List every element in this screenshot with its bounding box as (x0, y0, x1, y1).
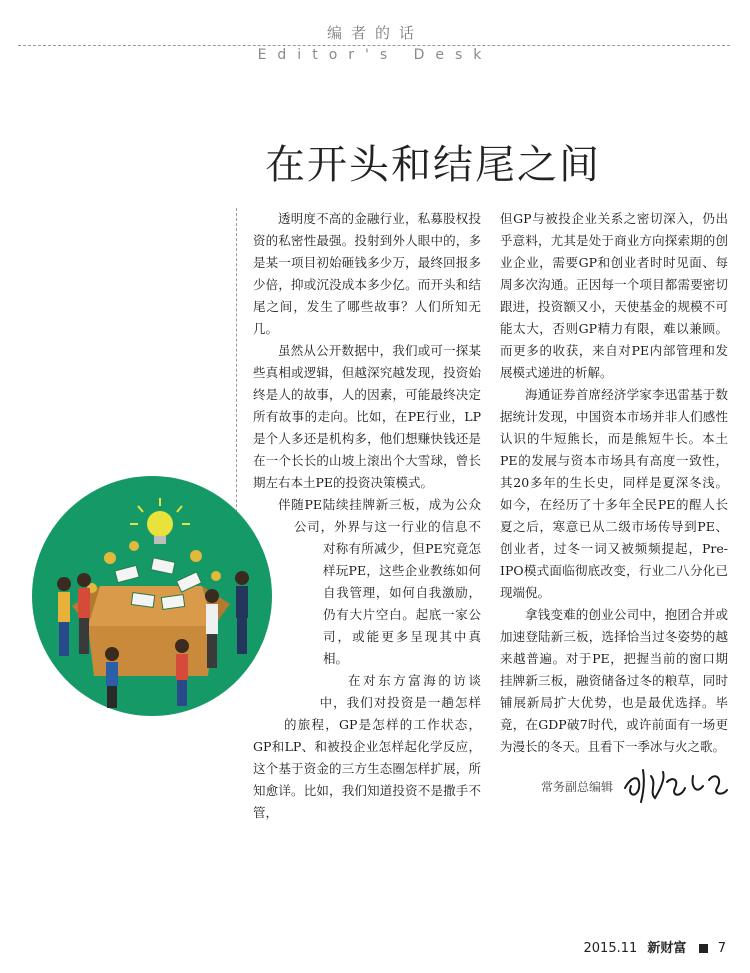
paragraph: 在对东方富海的访谈中，我们对投资是一趟怎样的旅程，GP是怎样的工作状态，GP和LP、和被投企业怎样起化学反应，这个基于资金的三方生态圈怎样扩展，所知愈详。比如，我们知道投资不是撒手不管， (253, 673, 481, 820)
issue-date: 2015.11 (583, 941, 638, 956)
handwritten-signature (619, 758, 739, 808)
header-divider (18, 45, 730, 46)
paragraph: 海通证券首席经济学家李迅雷基于数据统计发现，中国资本市场并非人们感性认识的牛短熊长，而是熊短牛长。本土PE的发展与资本市场具有高度一致性，其20多年的生长史，同样是夏深冬浅。如今，在经历了十多年全民PE的酲人长夏之后，寒意已从二级市场传导到PE、创业者，过冬一词又被频频提起，Pre-IPO模式面临彻底改变，行业二八分化已现端倪。 (500, 387, 728, 600)
section-header-cn: 编者的话 (326, 24, 423, 42)
paragraph: 伴随PE陆续挂牌新三板，成为公众公司，外界与这一行业的信息不对称有所减少，但PE究竟怎样玩PE，这些企业教练如何自我管理，如何自我激励，仍有大片空白。起底一家公司，或能更多呈现其中真相。 (278, 497, 481, 666)
page-number: 7 (717, 941, 726, 956)
page-footer (584, 937, 726, 956)
article-column-left (253, 208, 481, 824)
paragraph: 虽然从公开数据中，我们或可一探某些真相或逻辑，但越深究越发现，投资始终是人的故事，人的因素，可能最终决定所有故事的走向。比如，在PE行业，LP是个人多还是机构多，他们想赚快钱还是在一个长长的山坡上滚出个大雪球，曾长期左右本土PE的投资决策模式。 (253, 343, 481, 490)
article-title: 在开头和结尾之间 (265, 141, 601, 188)
signature-title: 常务副总编辑 (541, 780, 614, 794)
article-column-right (500, 208, 728, 758)
paragraph: 透明度不高的金融行业，私募股权投资的私密性最强。投射到外人眼中的，多是某一项目初始砸钱多少万，最终回报多少倍，抑或沉没成本多少亿。而开头和结尾之间，发生了哪些故事？人们所知无几。 (253, 211, 481, 336)
paragraph: 但GP与被投企业关系之密切深入，仍出乎意料，尤其是处于商业方向探索期的创业企业，需要GP和创业者时时见面、每周多次沟通。正因每一个项目都需要密切跟进，投资额又小，天使基金的规模不可能太大，否则GP精力有限，难以兼顾。而更多的收获，来自对PE内部管理和发展模式递进的析解。 (500, 211, 728, 380)
square-icon (699, 944, 708, 953)
paragraph: 拿钱变难的创业公司中，抱团合并或加速登陆新三板，选择恰当过冬姿势的越来越普遍。对于PE，把握当前的窗口期挂牌新三板，融资储备过冬的粮草，同时铺展新局扩大优势，也是最优选择。毕竟，在GDP破7时代，或许前面有一场更为漫长的冬天。且看下一季冰与火之歌。 (500, 607, 728, 754)
magazine-name: 新财富 (647, 941, 687, 956)
investment-illustration (32, 476, 272, 716)
section-header-en: Editor's Desk (257, 47, 493, 63)
